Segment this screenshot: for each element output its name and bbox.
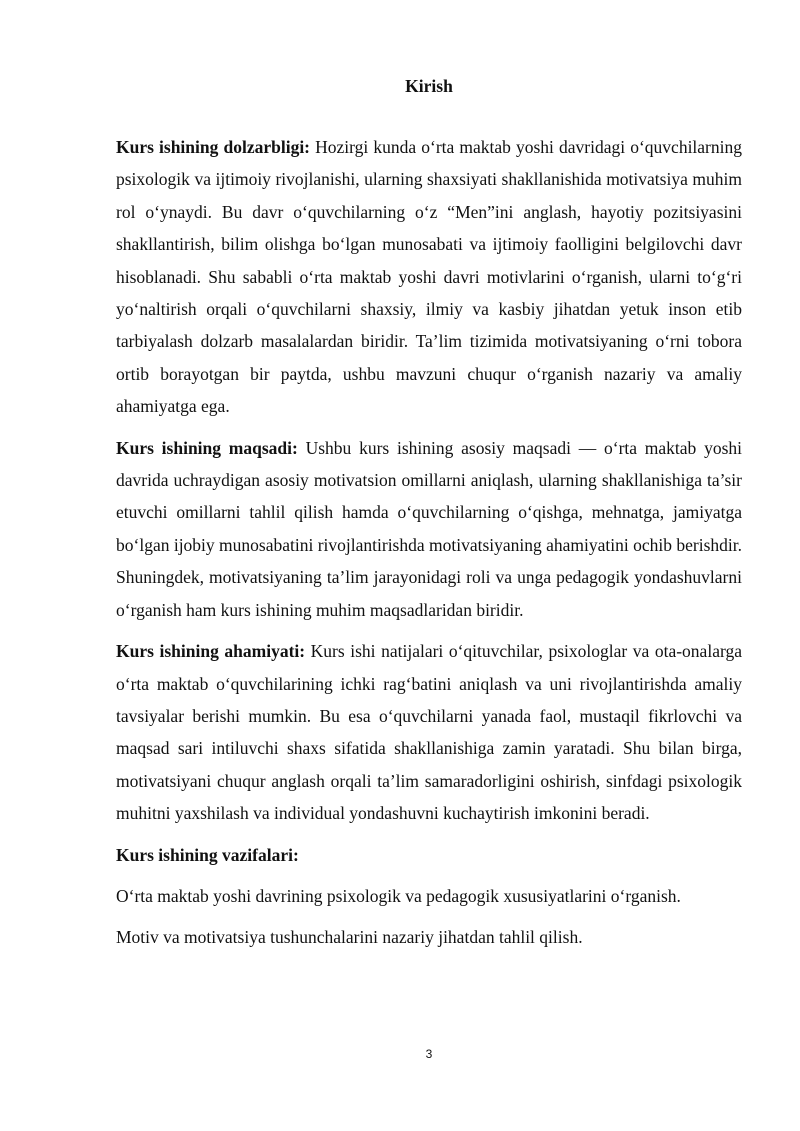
task-item: O‘rta maktab yoshi davrining psixologik va pedagogik xususiyatlarini o‘rganish. <box>116 885 681 906</box>
paragraph-text: Kurs ishi natijalari o‘qituvchilar, psixologlar va ota-onalarga o‘rta maktab o‘quvchilarining ichki rag‘batini aniqlash va uni rivojlantirishda amaliy tavsiyalar berishi mumkin. Bu esa o‘quvchilarni yanada faol, mustaqil fikrlovchi va maqsad sari intiluvchi shaxs sifatida shakllanishiga zamin yaratadi. Shu bilan birga, motivatsiyani chuqur anglash orqali ta’lim samaradorligini oshirish, sinfdagi psixologik muhitni yaxshilash va individual yondashuvni kuchaytirish imkonini beradi. <box>116 641 742 824</box>
paragraph-dolzarblik <box>116 131 742 423</box>
paragraph-ahamiyat <box>116 635 742 829</box>
paragraph-label: Kurs ishining ahamiyati: <box>116 641 306 662</box>
paragraph-label: Kurs ishining dolzarbligi: <box>116 137 311 157</box>
page-title: Kirish <box>405 76 453 96</box>
document-body <box>116 131 742 963</box>
paragraph-text: Hozirgi kunda o‘rta maktab yoshi davridagi o‘quvchilarning psixologik va ijtimoiy rivojlanishi, ularning shaxsiyati shakllanishida motivatsiya muhim rol o‘ynaydi. Bu davr o‘quvchilarning o‘z “Men”ini anglash, hayotiy pozitsiyasini shakllantirish, bilim olishga bo‘lgan munosabati va ijtimoiy faolligini belgilovchi davr hisoblanadi. Shu sababli o‘rta maktab yoshi davri motivlarini o‘rganish, ularni to‘g‘ri yo‘naltirish orqali o‘quvchilarni shaxsiy, ilmiy va kasbiy jihatdan yetuk inson etib tarbiyalash dolzarb masalalardan biridir. Ta’lim tizimida motivatsiyaning o‘rni tobora ortib borayotgan bir paytda, ushbu mavzuni chuqur o‘rganish nazariy va amaliy ahamiyatga ega. <box>116 137 742 417</box>
page-number: 3 <box>425 1047 433 1061</box>
task-item: Motiv va motivatsiya tushunchalarini nazariy jihatdan tahlil qilish. <box>116 927 583 948</box>
paragraph-maqsad <box>116 432 742 626</box>
paragraph-label: Kurs ishining maqsadi: <box>116 437 298 458</box>
section-heading-vazifalar: Kurs ishining vazifalari: <box>116 844 299 865</box>
paragraph-text: Ushbu kurs ishining asosiy maqsadi — o‘rta maktab yoshi davrida uchraydigan asosiy motivatsion omillarni aniqlash, ularning shakllanishiga ta’sir etuvchi omillarni tahlil qilish hamda o‘quvchilarning o‘qishga, mehnatga, jamiyatga bo‘lgan ijobiy munosabatini rivojlantirishda motivatsiyaning ahamiyatini ochib berishdir. Shuningdek, motivatsiyaning ta’lim jarayonidagi roli va unga pedagogik yondashuvlarni o‘rganish ham kurs ishining muhim maqsadlaridan biridir. <box>116 437 743 620</box>
